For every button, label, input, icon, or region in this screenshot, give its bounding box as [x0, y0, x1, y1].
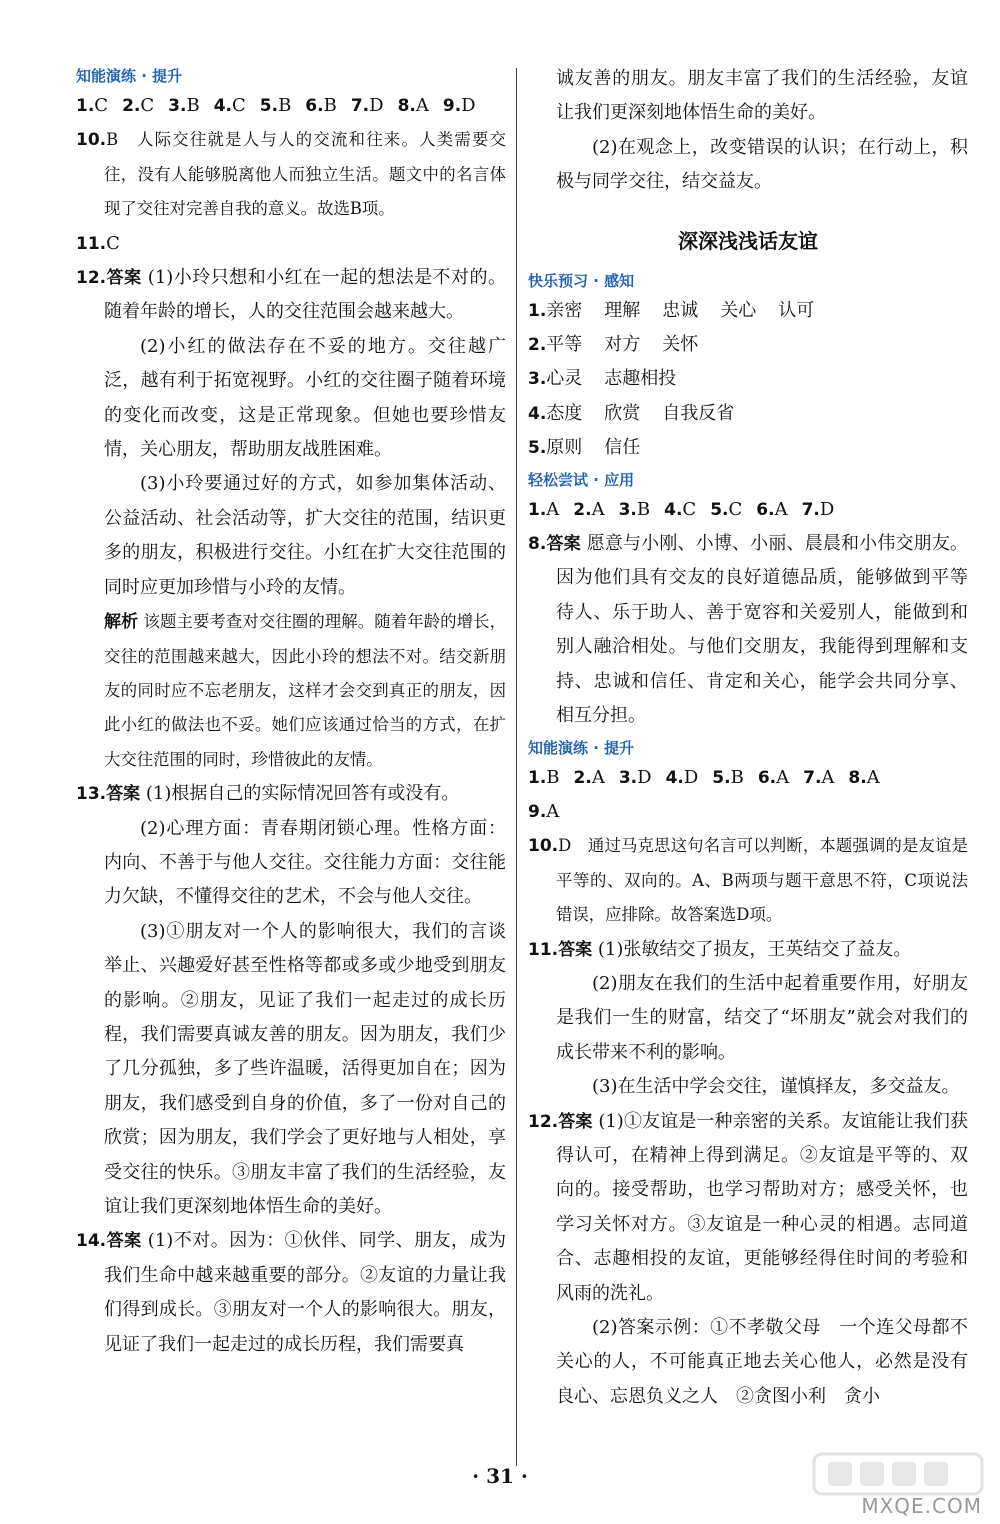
- answer-tag: 答案: [558, 939, 593, 960]
- practice-question-12-part-2: (2)答案示例：①不孝敬父母 一个连父母都不关心的人，不可能真正地去关心他人，必然是没有良心、忘恩负义之人 ②贪图小利 贪小: [556, 1317, 968, 1407]
- try-question-8-text: 愿意与小刚、小博、小丽、晨晨和小伟交朋友。因为他们具有交友的良好道德品质，能够做到平等待人、乐于助人、善于宽容和关爱别人，能做到和别人融洽相处。与他们交朋友，我能得到理解和支持、忠诚和信任、肯定和关心，能学会共同分享、相互分担。: [556, 533, 968, 727]
- answer-item: [758, 767, 789, 788]
- preview-term: 平等: [546, 334, 583, 356]
- question-10: [76, 123, 506, 226]
- question-number: 13.: [76, 784, 107, 805]
- preview-term: 忠诚: [662, 299, 699, 321]
- question-13: [76, 777, 506, 811]
- question-number: 11.: [76, 233, 107, 254]
- preview-term: 关怀: [662, 334, 699, 356]
- try-answer-row: [528, 493, 968, 527]
- answer-number: 2.: [573, 499, 592, 520]
- answer-letter: C: [94, 95, 109, 116]
- answer-letter: D: [369, 95, 384, 116]
- answer-number: 1.: [76, 96, 95, 116]
- answer-number: 7.: [350, 96, 370, 116]
- preview-term: 欣赏: [604, 402, 641, 424]
- answer-number: 5.: [710, 499, 729, 520]
- answer-item: [528, 499, 559, 520]
- answer-letter: A: [774, 498, 788, 520]
- answer-item: [803, 767, 834, 788]
- answer-item: [398, 95, 429, 116]
- practice-question-11-part-2: (2)朋友在我们的生活中起着重要作用，好朋友是我们一生的财富，结交了“坏朋友”就会对我们的成长带来不利的影响。: [556, 972, 968, 1063]
- question-14: [76, 1224, 506, 1362]
- answer-number: 1.: [528, 767, 547, 788]
- practice-question-11-part-1: (1)张敏结交了损友，王英结交了益友。: [597, 938, 912, 960]
- question-12-part-2: (2)小红的做法存在不妥的地方。交往越广泛，越有利于拓宽视野。小红的交往圈子随着环境的变化而改变，这是正常现象。但她也要珍惜友情，关心朋友，帮助朋友战胜困难。: [104, 335, 506, 461]
- preview-term: 理解: [604, 299, 641, 321]
- answer-letter: A: [821, 766, 835, 788]
- answer-letter: D: [819, 498, 835, 520]
- practice-question-9-text: A: [546, 800, 560, 822]
- answer-letter: B: [278, 95, 292, 116]
- answer-number: 3.: [618, 499, 637, 520]
- question-11: [76, 227, 506, 261]
- preview-item: [528, 431, 968, 465]
- try-question-8: [528, 527, 968, 733]
- section-heading-practice: 知能演练 · 提升: [76, 67, 183, 85]
- left-column: [76, 62, 506, 1362]
- preview-term: 志趣相投: [604, 368, 677, 390]
- answer-item: [802, 499, 835, 520]
- answer-letter: B: [323, 95, 337, 116]
- answer-tag: 答案: [558, 1111, 593, 1132]
- answer-item: [666, 767, 699, 788]
- answer-item: [122, 95, 154, 116]
- preview-item: [528, 328, 968, 362]
- question-number: 12.: [76, 268, 107, 289]
- answer-row-1-9: [76, 89, 506, 123]
- question-11-text: C: [106, 232, 120, 254]
- preview-answer-list: [528, 294, 968, 466]
- answer-number: 4.: [664, 499, 683, 520]
- preview-number: 5.: [528, 438, 547, 459]
- answer-item: [528, 767, 560, 788]
- answer-letter: B: [546, 766, 560, 788]
- answer-item: [351, 95, 384, 116]
- answer-item: [574, 767, 605, 788]
- answer-number: 6.: [305, 96, 324, 116]
- question-number: 9.: [528, 801, 547, 822]
- answer-number: 3.: [168, 96, 187, 116]
- answer-item: [260, 95, 292, 116]
- question-14-part-1: (1)不对。因为：①伙伴、同学、朋友，成为我们生命中越来越重要的部分。②友谊的力量让我们得到成长。③朋友对一个人的影响很大。朋友，见证了我们一起走过的成长历程，我们需要真: [104, 1230, 506, 1355]
- question-number: 10.: [528, 836, 559, 857]
- answer-number: 5.: [259, 96, 279, 116]
- practice-question-10-text: D 通过马克思这句名言可以判断，本题强调的是友谊是平等的、双向的。A、B两项与题干意思不符，C项说法错误，应排除。故答案选D项。: [556, 836, 968, 925]
- preview-term: 关心: [720, 299, 757, 321]
- answer-number: 8.: [397, 96, 416, 116]
- preview-term: 心灵: [546, 368, 583, 390]
- answer-letter: A: [591, 766, 605, 788]
- question-number: 8.: [528, 534, 547, 555]
- preview-term: 态度: [546, 402, 583, 424]
- practice-question-11: [528, 933, 968, 967]
- answer-letter: C: [231, 95, 246, 116]
- answer-item: [619, 499, 651, 520]
- preview-number: 3.: [528, 369, 547, 390]
- answer-item: [214, 95, 246, 116]
- question-number: 12.: [528, 1111, 559, 1132]
- question-12-analysis-text: 该题主要考查对交往圈的理解。随着年龄的增长，交往的范围越来越大，因此小玲的想法不对。结交新朋友的同时应不忘老朋友，这样才会交到真正的朋友，因此小红的做法也不妥。她们应该通过恰当的方式，在扩大交往范围的同时，珍惜彼此的友情。: [104, 612, 507, 769]
- question-12: [76, 261, 506, 330]
- question-13-part-1: (1)根据自己的实际情况回答有或没有。: [145, 783, 460, 805]
- preview-number: 4.: [528, 403, 547, 424]
- answer-item: [573, 499, 604, 520]
- answer-letter: A: [866, 766, 880, 788]
- column-divider: [516, 68, 517, 1466]
- answer-letter: C: [140, 95, 155, 116]
- right-column: [528, 62, 968, 1414]
- preview-number: 2.: [528, 335, 547, 356]
- question-13-part-3: (3)①朋友对一个人的影响很大，我们的言谈举止、兴趣爱好甚至性格等都或多或少地受到朋友的影响。②朋友，见证了我们一起走过的成长历程，我们需要真诚友善的朋友。因为朋友，我们少了几分孤独，多了些许温暖，活得更加自在；因为朋友，我们感受到自身的价值，多了一份对自己的欣赏；因为朋友，我们学会了更好地与人相处，享受交往的快乐。③朋友丰富了我们的生活经验，友谊让我们更深刻地体悟生命的美好。: [104, 920, 506, 1217]
- answer-tag: 答案: [106, 268, 142, 289]
- answer-item: [712, 767, 744, 788]
- preview-number: 1.: [528, 300, 547, 321]
- question-number: 11.: [528, 939, 559, 960]
- question-12-analysis: [76, 605, 506, 777]
- answer-tag: 答案: [546, 534, 581, 555]
- question-14-continued: 诚友善的朋友。朋友丰富了我们的生活经验，友谊让我们更深刻地体悟生命的美好。: [556, 68, 968, 124]
- question-10-text: B 人际交往就是人与人的交流和往来。人类需要交往，没有人能够脱离他人而独立生活。题文中的名言体现了交往对完善自我的意义。故选B项。: [104, 130, 506, 219]
- preview-term: 认可: [778, 299, 815, 321]
- answer-number: 7.: [803, 767, 822, 788]
- answer-number: 8.: [848, 767, 867, 788]
- answer-letter: A: [776, 766, 790, 788]
- answer-letter: B: [730, 766, 744, 788]
- lesson-title: 深深浅浅话友谊: [678, 228, 818, 253]
- question-13-part-2: (2)心理方面：青春期闭锁心理。性格方面：内向、不善于与他人交往。交往能力方面：交往能力欠缺，不懂得交往的艺术，不会与他人交往。: [104, 817, 506, 908]
- question-number: 10.: [76, 130, 107, 151]
- answer-letter: D: [461, 95, 476, 116]
- answer-tag: 答案: [106, 1231, 142, 1252]
- preview-term: 自我反省: [662, 402, 735, 424]
- practice-answer-row: [528, 761, 968, 795]
- preview-term: 原则: [546, 437, 583, 459]
- answer-item: [443, 95, 476, 116]
- answer-number: 1.: [528, 499, 547, 520]
- question-12-part-1: (1)小玲只想和小红在一起的想法是不对的。随着年龄的增长，人的交往范围会越来越大。: [104, 267, 506, 323]
- answer-letter: D: [637, 766, 652, 788]
- section-heading-practice-2: 知能演练 · 提升: [528, 738, 635, 757]
- preview-item: [528, 294, 968, 328]
- watermark-text: MXQE.COM: [861, 1494, 982, 1518]
- answer-letter: D: [683, 766, 699, 788]
- answer-letter: A: [546, 498, 560, 520]
- answer-number: 5.: [712, 767, 731, 788]
- section-heading-preview: 快乐预习 · 感知: [528, 271, 635, 290]
- answer-item: [619, 767, 652, 788]
- answer-letter: B: [186, 95, 200, 116]
- answer-letter: B: [636, 498, 651, 520]
- answer-item: [305, 95, 337, 116]
- answer-item: [664, 499, 696, 520]
- preview-item: [528, 397, 968, 431]
- page-number: · 31 ·: [472, 1464, 528, 1488]
- practice-question-10: [528, 829, 968, 932]
- answer-number: 2.: [122, 96, 141, 116]
- analysis-tag: 解析: [104, 612, 139, 633]
- answer-number: 6.: [757, 767, 777, 788]
- practice-question-12-part-1: (1)①友谊是一种亲密的关系。友谊能让我们获得认可，在精神上得到满足。②友谊是平等的、双向的。接受帮助，也学习帮助对方；感受关怀，也学习关怀对方。③友谊是一种心灵的相遇。志同道合、志趣相投的友谊，更能够经得住时间的考验和风雨的洗礼。: [556, 1110, 969, 1304]
- answer-item: [710, 499, 742, 520]
- question-number: 14.: [76, 1231, 107, 1252]
- answer-tag: 答案: [106, 784, 141, 805]
- answer-number: 9.: [442, 96, 462, 116]
- section-heading-try: 轻松尝试 · 应用: [528, 470, 635, 489]
- answer-letter: A: [415, 95, 429, 116]
- answer-letter: C: [682, 498, 697, 520]
- question-12-part-3: (3)小玲要通过好的方式，如参加集体活动、公益活动、社会活动等，扩大交往的范围，结识更多的朋友，积极进行交往。小红在扩大交往范围的同时应更加珍惜与小玲的友情。: [104, 473, 506, 598]
- answer-letter: C: [728, 498, 743, 520]
- preview-term: 信任: [604, 437, 641, 459]
- answer-letter: A: [591, 498, 605, 520]
- question-14-part-2: (2)在观念上，改变错误的认识；在行动上，积极与同学交往，结交益友。: [556, 136, 968, 193]
- answer-number: 4.: [665, 767, 684, 788]
- practice-question-9: [528, 795, 968, 829]
- answer-item: [756, 499, 787, 520]
- preview-term: 亲密: [546, 299, 583, 321]
- practice-question-11-part-3: (3)在生活中学会交往，谨慎择友，多交益友。: [592, 1076, 960, 1098]
- preview-item: [528, 362, 968, 396]
- answer-item: [848, 767, 879, 788]
- answer-item: [168, 95, 200, 116]
- preview-term: 对方: [604, 334, 641, 356]
- practice-question-12: [528, 1105, 968, 1311]
- answer-number: 6.: [756, 499, 775, 520]
- answer-number: 3.: [618, 767, 638, 788]
- answer-number: 2.: [573, 767, 592, 788]
- answer-item: [76, 95, 108, 116]
- answer-number: 4.: [213, 96, 232, 116]
- answer-number: 7.: [801, 499, 820, 520]
